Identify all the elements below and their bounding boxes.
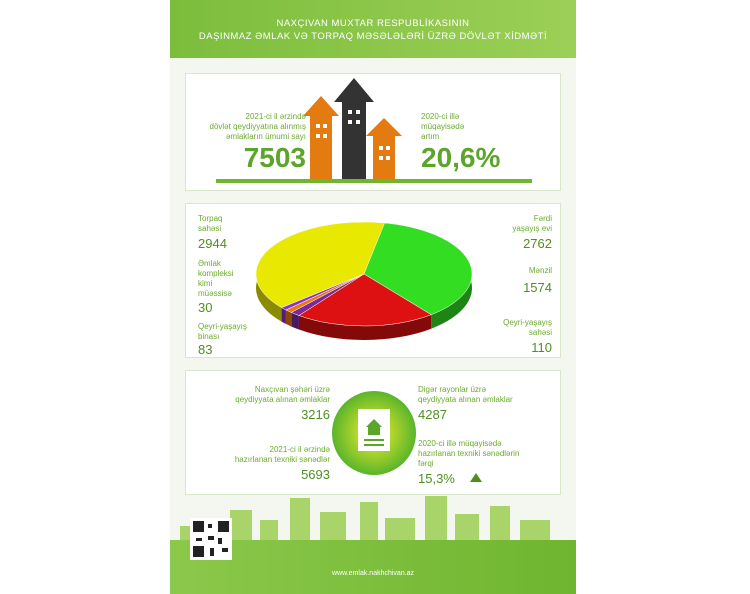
up-arrow-icon [470,473,482,482]
footer-url[interactable]: www.emlak.nakhchivan.az [331,570,415,577]
pie-slice-side [286,310,291,327]
label-ferdi: Fərdi yaşayış evi [512,214,552,233]
muq-label: 2020-ci illə müqayisədə hazırlanan texniki sənədlərin fərqi [418,439,520,468]
diger-label: Digər rayonlar üzrə qeydiyyata alınan əmlaklar [418,385,513,404]
growth-value: 20,6% [421,142,501,173]
value-ferdi: 2762 [523,236,552,251]
value-torpaq: 2944 [198,236,227,251]
value-menzil: 1574 [523,280,552,295]
qr-code-icon [190,518,232,560]
pie-slice-side [282,308,286,324]
value-qeyri-sahe: 110 [531,340,552,355]
small-orange-arrow [366,118,402,182]
muq-value: 15,3% [418,471,455,486]
tex-value: 5693 [301,467,330,482]
documents-panel [185,370,561,495]
dark-tower-arrow [334,78,374,182]
value-qeyri-bina: 83 [198,342,213,357]
label-menzil: Mənzil [528,266,552,275]
label-qeyri-bina: Qeyri-yaşayış binası [198,322,247,341]
total-value: 7503 [243,142,306,173]
header-title-line1: NAXÇIVAN MUXTAR RESPUBLİKASININ [276,18,470,29]
ground-line [216,179,532,183]
label-torpaq: Torpaq sahəsi [198,214,223,233]
diger-value: 4287 [418,407,447,422]
header-banner [170,0,576,58]
nax-value: 3216 [301,407,330,422]
infographic-poster [170,0,576,594]
growth-label: 2020-ci illə müqayisədə artım [421,112,465,141]
pie-panel [185,203,561,358]
nax-label: Naxçıvan şəhəri üzrə qeydiyyata alınan əmlaklar [235,385,330,404]
orange-tower-arrow [303,96,339,182]
label-kompleks: Əmlak kompleksi kimi müəssisə [198,259,234,298]
header-title-line2: DAŞINMAZ ƏMLAK VƏ TORPAQ MƏSƏLƏLƏRİ ÜZRƏ DÖVLƏT XİDMƏTİ [198,31,548,42]
value-kompleks: 30 [198,300,213,315]
summary-panel [185,73,561,191]
tex-label: 2021-ci il ərzində hazırlanan texniki sənədlər [234,445,330,464]
label-qeyri-sahe: Qeyri-yaşayış sahəsi [503,318,552,337]
total-label: 2021-ci il ərzində dövlət qeydiyyatına alınmış əmlakların ümumi sayı [209,112,306,141]
